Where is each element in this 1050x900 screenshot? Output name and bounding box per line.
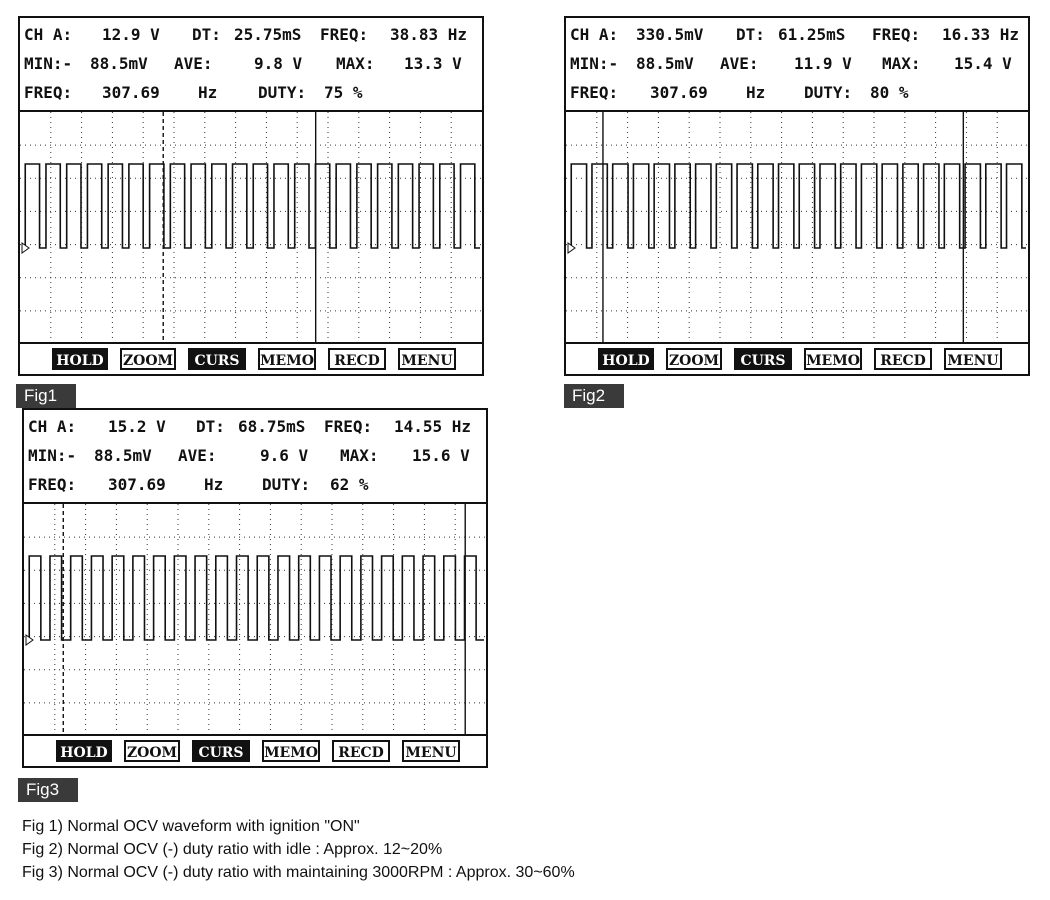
freq2-label: FREQ: bbox=[570, 83, 619, 102]
curs-button[interactable]: CURS bbox=[192, 740, 250, 762]
dt-label: DT: bbox=[736, 25, 765, 44]
duty-label: DUTY: bbox=[258, 83, 307, 102]
freq2-unit: Hz bbox=[746, 83, 766, 102]
duty-value: 62 % bbox=[330, 475, 369, 494]
menu-button[interactable]: MENU bbox=[402, 740, 460, 762]
square-waveform bbox=[28, 556, 484, 640]
hold-button[interactable]: HOLD bbox=[56, 740, 112, 762]
freq-label: FREQ: bbox=[324, 417, 373, 436]
recd-button[interactable]: RECD bbox=[874, 348, 932, 370]
ave-value: 9.8 V bbox=[254, 54, 303, 73]
min-label: MIN:- bbox=[570, 54, 619, 73]
freq-value: 16.33 Hz bbox=[942, 25, 1020, 44]
freq-value: 38.83 Hz bbox=[390, 25, 468, 44]
dt-value: 61.25mS bbox=[778, 25, 846, 44]
freq-value: 14.55 Hz bbox=[394, 417, 472, 436]
max-value: 15.6 V bbox=[412, 446, 470, 465]
waveform-plot bbox=[24, 504, 486, 736]
curs-button[interactable]: CURS bbox=[734, 348, 792, 370]
scope-readout bbox=[24, 410, 486, 504]
ave-value: 9.6 V bbox=[260, 446, 309, 465]
max-label: MAX: bbox=[336, 54, 375, 73]
caption-fig1: Fig 1) Normal OCV waveform with ignition "ON" bbox=[22, 818, 360, 835]
max-value: 13.3 V bbox=[404, 54, 462, 73]
curs-button[interactable]: CURS bbox=[188, 348, 246, 370]
scope-fig2 bbox=[564, 16, 1030, 376]
hold-button[interactable]: HOLD bbox=[598, 348, 654, 370]
cha-value: 12.9 V bbox=[102, 25, 160, 44]
duty-label: DUTY: bbox=[804, 83, 853, 102]
scope-button-bar bbox=[24, 734, 486, 766]
duty-value: 80 % bbox=[870, 83, 909, 102]
scope-readout bbox=[566, 18, 1028, 112]
menu-button[interactable]: MENU bbox=[944, 348, 1002, 370]
cha-label: CH A: bbox=[24, 25, 73, 44]
cha-value: 15.2 V bbox=[108, 417, 166, 436]
fig2-label: Fig2 bbox=[564, 384, 624, 408]
min-value: 88.5mV bbox=[90, 54, 148, 73]
dt-label: DT: bbox=[192, 25, 221, 44]
zoom-button[interactable]: ZOOM bbox=[124, 740, 180, 762]
min-label: MIN:- bbox=[24, 54, 73, 73]
freq2-value: 307.69 bbox=[650, 83, 708, 102]
max-label: MAX: bbox=[882, 54, 921, 73]
menu-button[interactable]: MENU bbox=[398, 348, 456, 370]
square-waveform bbox=[24, 164, 480, 248]
ave-value: 11.9 V bbox=[794, 54, 852, 73]
min-label: MIN:- bbox=[28, 446, 77, 465]
scope-button-bar bbox=[20, 342, 482, 374]
cha-label: CH A: bbox=[570, 25, 619, 44]
cha-value: 330.5mV bbox=[636, 25, 704, 44]
dt-label: DT: bbox=[196, 417, 225, 436]
zoom-button[interactable]: ZOOM bbox=[120, 348, 176, 370]
ave-label: AVE: bbox=[174, 54, 213, 73]
freq2-label: FREQ: bbox=[28, 475, 77, 494]
freq2-value: 307.69 bbox=[108, 475, 166, 494]
scope-button-bar bbox=[566, 342, 1028, 374]
cha-label: CH A: bbox=[28, 417, 77, 436]
min-value: 88.5mV bbox=[636, 54, 694, 73]
caption-fig2: Fig 2) Normal OCV (-) duty ratio with idle : Approx. 12~20% bbox=[22, 841, 443, 858]
waveform-plot bbox=[566, 112, 1028, 344]
ave-label: AVE: bbox=[720, 54, 759, 73]
fig3-label: Fig3 bbox=[18, 778, 78, 802]
ave-label: AVE: bbox=[178, 446, 217, 465]
scope-fig3 bbox=[22, 408, 488, 768]
memo-button[interactable]: MEMO bbox=[804, 348, 862, 370]
fig1-label: Fig1 bbox=[16, 384, 76, 408]
memo-button[interactable]: MEMO bbox=[258, 348, 316, 370]
hold-button[interactable]: HOLD bbox=[52, 348, 108, 370]
freq2-unit: Hz bbox=[198, 83, 218, 102]
caption-fig3: Fig 3) Normal OCV (-) duty ratio with maintaining 3000RPM : Approx. 30~60% bbox=[22, 864, 575, 881]
scope-fig1 bbox=[18, 16, 484, 376]
scope-readout bbox=[20, 18, 482, 112]
freq-label: FREQ: bbox=[320, 25, 369, 44]
freq2-value: 307.69 bbox=[102, 83, 160, 102]
max-label: MAX: bbox=[340, 446, 379, 465]
recd-button[interactable]: RECD bbox=[332, 740, 390, 762]
zoom-button[interactable]: ZOOM bbox=[666, 348, 722, 370]
square-waveform bbox=[570, 164, 1026, 248]
duty-value: 75 % bbox=[324, 83, 363, 102]
freq2-unit: Hz bbox=[204, 475, 224, 494]
max-value: 15.4 V bbox=[954, 54, 1012, 73]
dt-value: 68.75mS bbox=[238, 417, 306, 436]
recd-button[interactable]: RECD bbox=[328, 348, 386, 370]
freq2-label: FREQ: bbox=[24, 83, 73, 102]
min-value: 88.5mV bbox=[94, 446, 152, 465]
dt-value: 25.75mS bbox=[234, 25, 302, 44]
duty-label: DUTY: bbox=[262, 475, 311, 494]
memo-button[interactable]: MEMO bbox=[262, 740, 320, 762]
waveform-plot bbox=[20, 112, 482, 344]
freq-label: FREQ: bbox=[872, 25, 921, 44]
